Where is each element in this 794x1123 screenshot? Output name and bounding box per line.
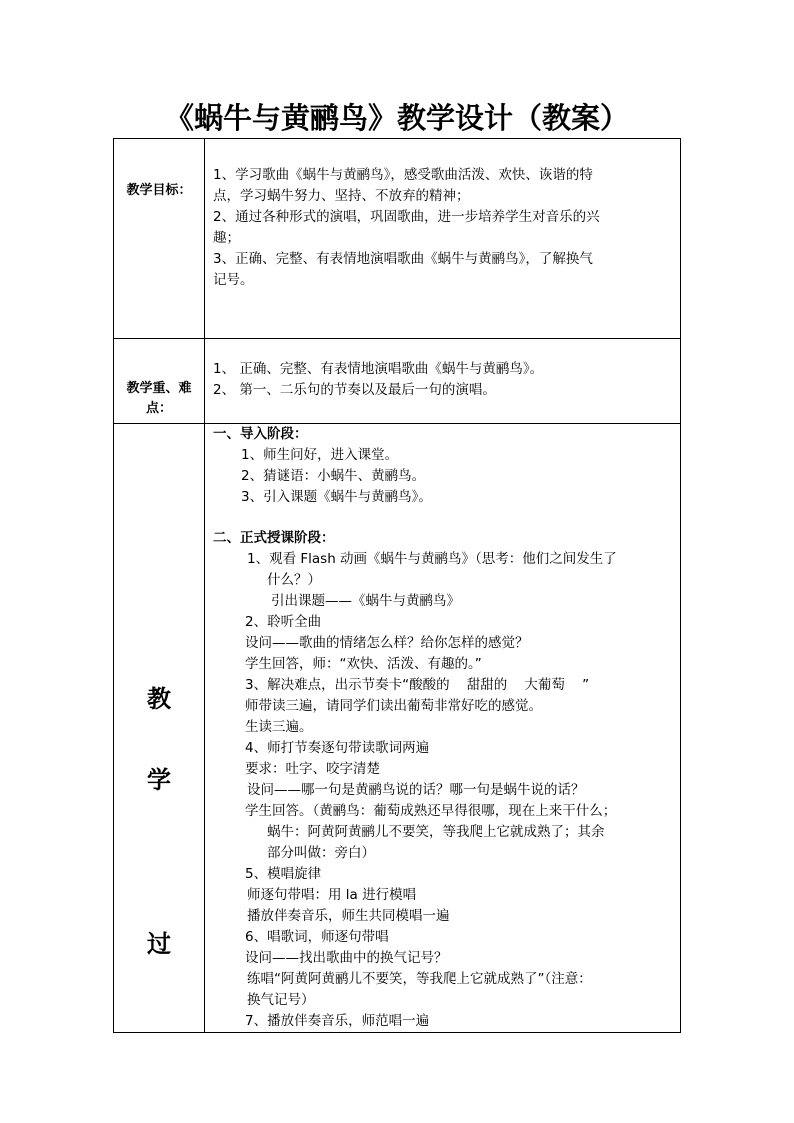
key-point-line: 1、 正确、完整、有表情地演唱歌曲《蜗牛与黄鹂鸟》。 — [213, 361, 544, 377]
objectives-label: 教学目标： — [126, 183, 192, 198]
section-heading: 二、正式授课阶段： — [213, 530, 335, 546]
process-line: 引出课题——《蜗牛与黄鹂鸟》 — [271, 593, 460, 609]
process-label-char: 教 — [147, 684, 171, 713]
process-line: 7、播放伴奏音乐，师范唱一遍 — [245, 1013, 430, 1029]
process-line: 师逐句带唱：用 la 进行模唱 — [247, 887, 417, 903]
objectives-line: 1、学习歌曲《蜗牛与黄鹂鸟》，感受歌曲活泼、欢快、诙谐的特 — [213, 167, 593, 183]
process-line: 蜗牛：阿黄阿黄鹂儿不要笑，等我爬上它就成熟了；其余 — [267, 824, 605, 840]
objectives-line: 3、正确、完整、有表情地演唱歌曲《蜗牛与黄鹂鸟》，了解换气 — [213, 251, 593, 267]
process-line: 5、模唱旋律 — [245, 866, 322, 882]
process-line: 3、引入课题《蜗牛与黄鹂鸟》。 — [241, 489, 432, 505]
spacer — [213, 508, 676, 528]
key-point-line: 2、 第一、二乐句的节奏以及最后一句的演唱。 — [213, 382, 496, 398]
process-line: 学生回答。（黄鹂鸟：葡萄成熟还早得很哪，现在上来干什么； — [245, 803, 617, 819]
key-points-label-cell — [114, 339, 205, 424]
process-label-char: 过 — [147, 929, 171, 958]
process-line: 2、猜谜语：小蜗牛、黄鹂鸟。 — [241, 468, 426, 484]
key-points-label-line2: 点： — [145, 401, 172, 416]
process-label-cell — [114, 424, 205, 1033]
lesson-plan-table — [113, 138, 681, 1033]
process-line: 2、聆听全曲 — [245, 614, 322, 630]
section-heading: 一、导入阶段： — [213, 426, 308, 442]
process-line: 生读三遍。 — [245, 719, 313, 735]
process-label-char: 学 — [147, 765, 171, 794]
process-line: 设问——哪一句是黄鹂鸟说的话？哪一句是蜗牛说的话？ — [247, 782, 585, 798]
objectives-line: 记号。 — [213, 272, 254, 288]
objectives-row — [114, 139, 681, 339]
key-points-content — [205, 339, 681, 424]
key-points-row — [114, 339, 681, 424]
process-line: 部分叫做：旁白） — [267, 845, 375, 861]
process-content — [205, 424, 681, 1033]
process-line: 3、解决难点，出示节奏卡“酸酸的 甜甜的 大葡萄 ” — [245, 677, 590, 693]
process-line: 学生回答，师：“欢快、活泼、有趣的。” — [245, 656, 482, 672]
objectives-label-cell — [114, 139, 205, 339]
key-points-label-line1: 教学重、难 — [126, 381, 192, 396]
document-title: 《蜗牛与黄鹂鸟》教学设计（教案） — [164, 101, 629, 135]
objectives-line: 趣； — [213, 230, 240, 246]
process-line: 播放伴奏音乐，师生共同模唱一遍 — [247, 908, 450, 924]
objectives-line: 2、通过各种形式的演唱，巩固歌曲，进一步培养学生对音乐的兴 — [213, 209, 600, 225]
objectives-content — [205, 139, 681, 339]
process-line: 设问——找出歌曲中的换气记号？ — [245, 950, 448, 966]
process-line: 什么？） — [267, 572, 321, 588]
objectives-line: 点，学习蜗牛努力、坚持、不放弃的精神； — [213, 188, 470, 204]
process-line: 4、师打节奏逐句带读歌词两遍 — [245, 740, 430, 756]
process-line: 1、师生问好，进入课堂。 — [241, 447, 399, 463]
process-line: 练唱“阿黄阿黄鹂儿不要笑，等我爬上它就成熟了”（注意： — [247, 971, 592, 987]
process-line: 换气记号） — [247, 992, 315, 1008]
process-line: 6、唱歌词，师逐句带唱 — [245, 929, 389, 945]
process-line: 要求：吐字、咬字清楚 — [245, 761, 380, 777]
process-line: 1、观看 Flash 动画《蜗牛与黄鹂鸟》（思考：他们之间发生了 — [247, 551, 617, 567]
process-line: 设问——歌曲的情绪怎么样？给你怎样的感觉？ — [245, 635, 529, 651]
process-line: 师带读三遍，请同学们读出葡萄非常好吃的感觉。 — [245, 698, 542, 714]
process-row — [114, 424, 681, 1033]
